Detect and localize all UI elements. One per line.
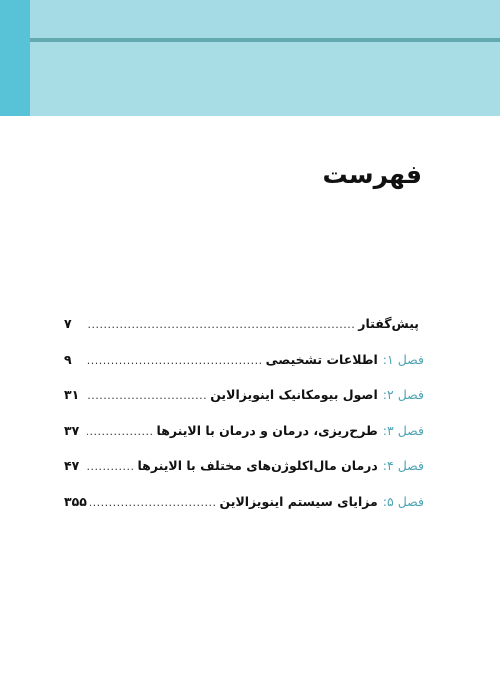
toc-entry-title: پیش‌گفتار [358, 316, 419, 331]
toc-page-number: ۹ [64, 351, 72, 367]
toc-dot-leader [87, 389, 207, 402]
header-top-strip [0, 0, 500, 40]
toc-page-number: ۳۱ [64, 387, 80, 402]
toc-chapter-label: فصل ۴: [382, 458, 424, 473]
toc-page-number: ۴۷ [64, 458, 80, 473]
toc-entry-chapter-2[interactable] [64, 387, 424, 423]
table-of-contents [64, 316, 424, 529]
toc-dot-leader [90, 496, 217, 509]
toc-chapter-label: فصل ۲: [382, 387, 424, 402]
header-divider-line [30, 38, 500, 42]
toc-dot-leader [87, 354, 263, 367]
toc-entry-title: اطلاعات تشخیصی [265, 351, 378, 367]
toc-entry-title: درمان مال‌اکلوژن‌های مختلف با الاینرها [137, 458, 378, 473]
toc-chapter-label: فصل ۳: [382, 422, 424, 438]
toc-chapter-label: فصل ۵: [382, 493, 424, 509]
toc-entry-title: اصول بیومکانیک اینویزالاین [210, 387, 378, 402]
toc-chapter-label: فصل ۱: [382, 351, 424, 367]
toc-entry-chapter-3[interactable] [64, 423, 424, 459]
toc-dot-leader [87, 318, 355, 331]
toc-entry-chapter-4[interactable] [64, 458, 424, 494]
toc-dot-leader [87, 425, 154, 438]
toc-entry-title: مزایای سیستم اینویزالاین [219, 493, 378, 509]
toc-dot-leader [87, 460, 134, 473]
toc-entry-preface[interactable] [64, 316, 424, 352]
toc-entry-title: طرح‌ریزی، درمان و درمان با الاینرها [156, 422, 378, 438]
toc-entry-chapter-1[interactable] [64, 352, 424, 388]
toc-entry-chapter-5[interactable] [64, 494, 424, 530]
toc-page-number: ۳۷ [64, 422, 80, 438]
toc-page-number: ۳۵۵ [64, 493, 87, 509]
header-left-tab [0, 0, 30, 116]
page-title: فهرست [322, 160, 422, 189]
toc-page-number: ۷ [64, 316, 72, 331]
